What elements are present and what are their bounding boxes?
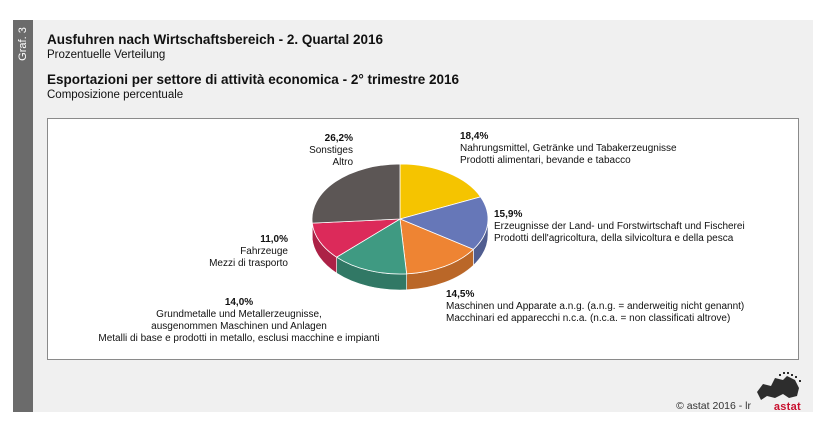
slice-pct-agriculture: 15,9%	[494, 209, 523, 220]
subtitle-italian: Composizione percentuale	[47, 89, 184, 101]
slice-label-it-agriculture: Prodotti dell'agricoltura, della silvicoltura e della pesca	[494, 233, 734, 244]
slice-pct-machinery: 14,5%	[446, 289, 475, 300]
slice-pct-vehicles: 11,0%	[260, 234, 288, 245]
astat-logo-text: astat	[773, 401, 801, 412]
graph-number-label: Graf. 3	[17, 27, 29, 61]
slice-pct-other: 26,2%	[324, 133, 353, 144]
title-italian: Esportazioni per settore di attività economica - 2° trimestre 2016	[47, 72, 460, 87]
side-tab	[13, 20, 33, 412]
footer-credit: © astat 2016 - lr	[676, 400, 751, 412]
slice-label-de-metals-line1: Grundmetalle und Metallerzeugnisse,	[156, 309, 322, 320]
slice-label-de-machinery: Maschinen und Apparate a.n.g. (a.n.g. = anderweitig nicht genannt)	[446, 301, 745, 312]
slice-label-de-agriculture: Erzeugnisse der Land- und Forstwirtschaft und Fischerei	[494, 221, 745, 232]
slice-label-it-other: Altro	[332, 157, 353, 168]
slice-label-vehicles	[128, 234, 288, 270]
slice-label-it-machinery: Macchinari ed apparecchi n.c.a. (n.c.a. = non classificati altrove)	[446, 313, 731, 324]
slice-label-it-vehicles: Mezzi di trasporto	[209, 258, 288, 269]
slice-label-agriculture	[494, 209, 745, 245]
subtitle-german: Prozentuelle Verteilung	[47, 49, 166, 61]
slice-label-metals	[48, 297, 430, 345]
slice-label-other	[198, 133, 353, 169]
slice-label-de-vehicles: Fahrzeuge	[240, 246, 288, 257]
chart-frame	[13, 20, 813, 412]
slice-label-de-other: Sonstiges	[309, 145, 353, 156]
slice-label-it-metals: Metalli di base e prodotti in metallo, esclusi macchine e impianti	[98, 333, 380, 344]
chart-area	[47, 118, 799, 360]
slice-label-machinery	[446, 289, 744, 325]
slice-pct-metals: 14,0%	[224, 297, 254, 308]
slice-label-it-food: Prodotti alimentari, bevande e tabacco	[460, 155, 631, 166]
pie-slice-5	[312, 164, 400, 223]
title-german: Ausfuhren nach Wirtschaftsbereich - 2. Quartal 2016	[47, 32, 383, 47]
slice-label-food	[460, 131, 677, 167]
slice-label-de-food: Nahrungsmittel, Getränke und Tabakerzeugnisse	[460, 143, 677, 154]
slice-label-de-metals-line2: ausgenommen Maschinen und Anlagen	[151, 321, 327, 332]
slice-pct-food: 18,4%	[460, 131, 489, 142]
